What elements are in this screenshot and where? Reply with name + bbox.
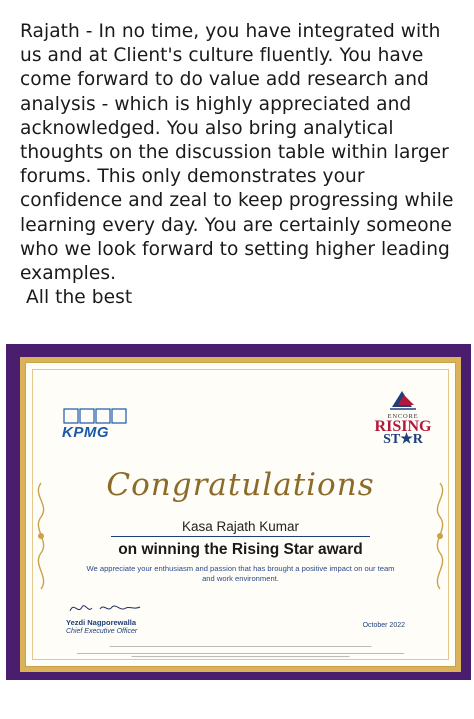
award-logo-star: ST★R bbox=[383, 432, 423, 447]
message-closing bbox=[20, 286, 465, 310]
award-title: on winning the Rising Star award bbox=[118, 541, 363, 558]
appreciation-text: We appreciate your enthusiasm and passion that has brought a positive impact on our team and work environment. bbox=[86, 564, 395, 583]
certificate bbox=[25, 362, 456, 667]
certificate-border bbox=[20, 357, 461, 672]
message-text bbox=[20, 20, 465, 310]
award-logo-encore: ENCORE bbox=[387, 413, 419, 420]
fine-print bbox=[66, 645, 415, 661]
signature-image bbox=[68, 599, 148, 617]
closing-text: All the best bbox=[25, 287, 133, 309]
signer-name: Yezdi Nagporewalla bbox=[66, 618, 137, 627]
award-logo-rising: RISING bbox=[374, 418, 432, 435]
message-paragraph: Rajath - In no time, you have integrated with us and at Client's culture fluently. You have come forward to do value add research and analysis - which is highly appreciated and acknowledged. You also bring analytical thoughts on the discussion table within larger forums. This only demonstrates your confidence and zeal to keep progressing while learning every day. You are certainly someone who we look forward to setting higher leading examples. bbox=[20, 21, 454, 285]
rising-star-logo bbox=[371, 387, 435, 455]
kpmg-logo-text: KPMG bbox=[62, 424, 109, 441]
recipient-underline bbox=[111, 536, 370, 537]
star-emblem-icon bbox=[388, 387, 418, 411]
certificate-heading: Congratulations bbox=[106, 467, 375, 503]
kpmg-logo bbox=[62, 407, 128, 441]
signer-title: Chief Executive Officer bbox=[66, 628, 138, 635]
recipient-name: Kasa Rajath Kumar bbox=[181, 519, 300, 534]
certificate-date: October 2022 bbox=[362, 622, 405, 629]
certificate-photo bbox=[6, 344, 471, 680]
